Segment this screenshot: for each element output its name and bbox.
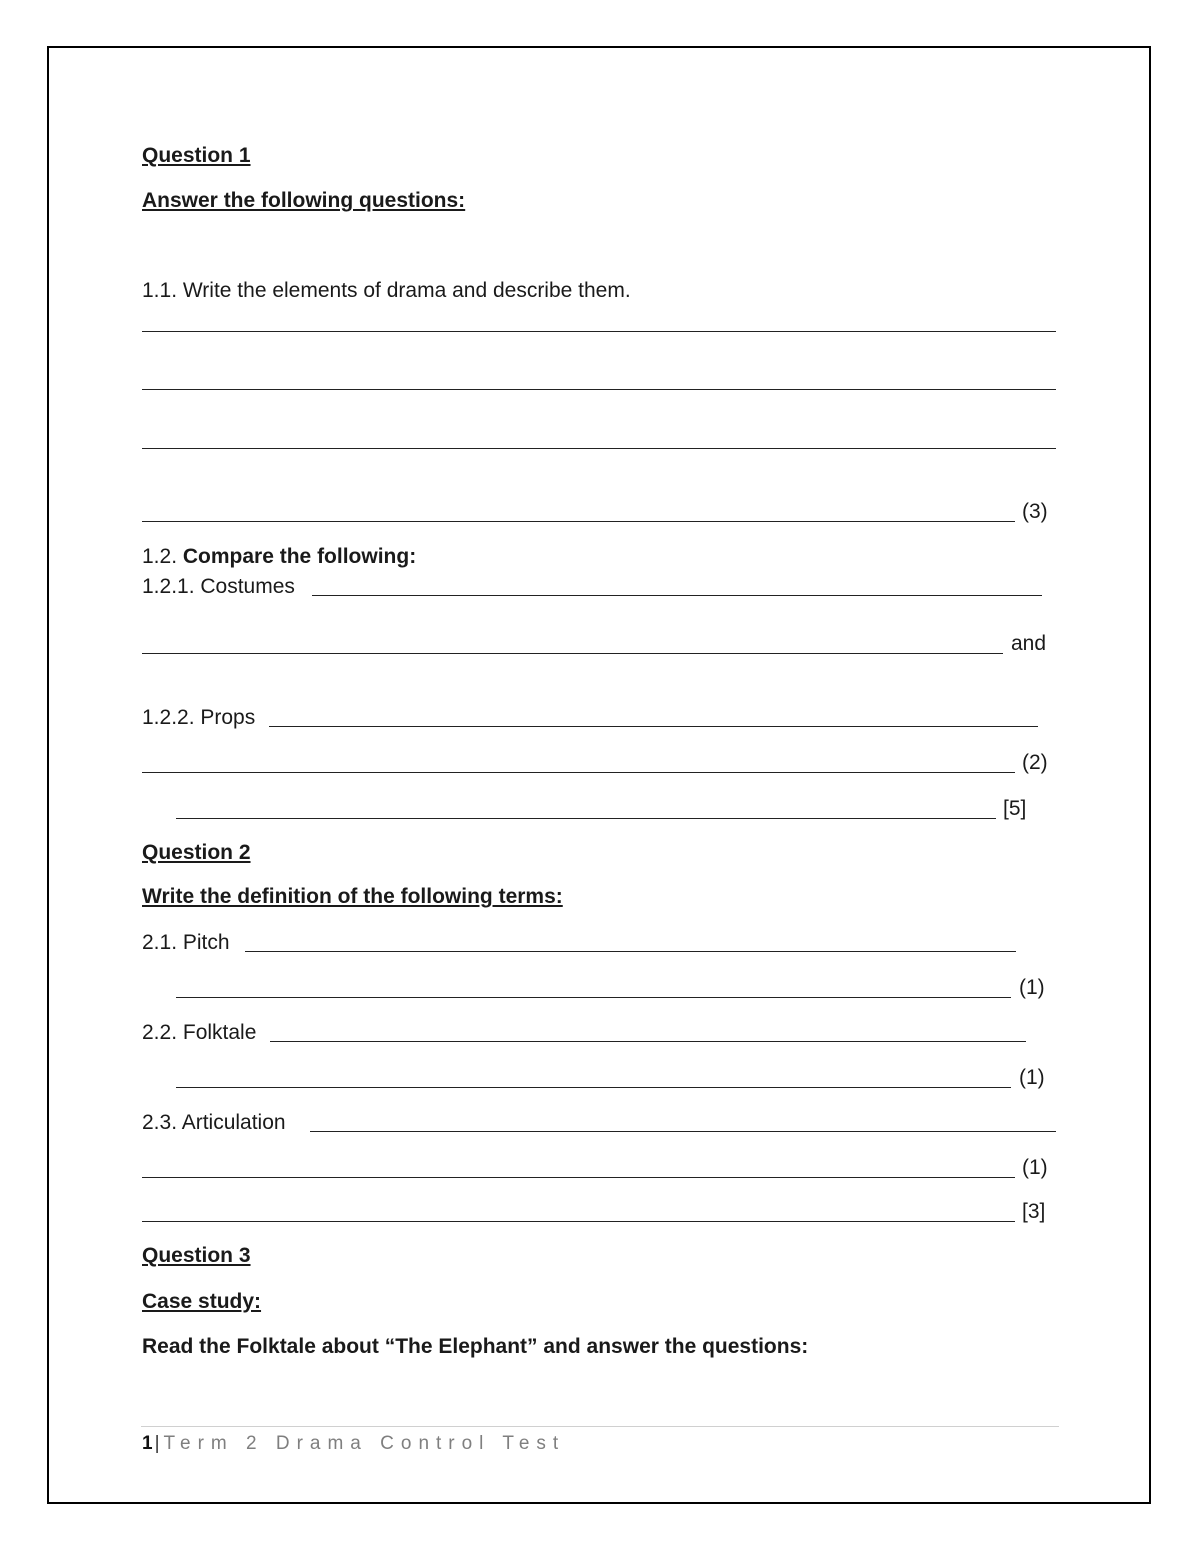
question-1-2-prefix: 1.2. [142,545,183,568]
and-text: and [1011,632,1047,655]
answer-line-2-total[interactable] [142,1221,1015,1222]
question-1-1-text: 1.1. Write the elements of drama and describe them. [142,279,631,302]
answer-line-1-2-total[interactable] [176,818,996,819]
answer-line-2-1-a[interactable] [245,951,1016,952]
question-1-2-marks: (2) [1022,751,1048,774]
question-1-1-marks: (3) [1022,500,1048,523]
question-1-2-1-label: 1.2.1. Costumes [142,575,295,598]
question-2-3-marks: (1) [1022,1156,1048,1179]
page-number: 1 [142,1433,153,1454]
answer-line-1-2-2-a[interactable] [269,726,1038,727]
footer-separator: | [154,1433,160,1454]
question-2-3-label: 2.3. Articulation [142,1111,286,1134]
answer-line-2-3-a[interactable] [310,1131,1056,1132]
question-2-1-label: 2.1. Pitch [142,931,230,954]
footer-rule [141,1426,1059,1427]
answer-line-1-1-d[interactable] [142,521,1015,522]
answer-line-1-1-a[interactable] [142,331,1056,332]
answer-line-2-2-a[interactable] [270,1041,1026,1042]
question-2-2-marks: (1) [1019,1066,1045,1089]
answer-line-1-1-b[interactable] [142,389,1056,390]
question-3-subheading: Case study: [142,1290,262,1313]
question-2-2-label: 2.2. Folktale [142,1021,257,1044]
question-2-total: [3] [1022,1200,1046,1223]
page-border [47,46,1151,1504]
answer-line-1-2-1-a[interactable] [312,595,1042,596]
answer-line-2-3-b[interactable] [142,1177,1015,1178]
answer-line-2-1-b[interactable] [176,997,1011,998]
answer-line-1-2-1-b[interactable] [142,653,1003,654]
question-1-2-line [142,545,416,569]
question-3-instruction: Read the Folktale about “The Elephant” and answer the questions: [142,1335,809,1358]
answer-line-1-2-2-b[interactable] [142,772,1015,773]
question-2-heading: Question 2 [142,841,251,864]
question-2-1-marks: (1) [1019,976,1045,999]
question-1-instruction: Answer the following questions: [142,189,466,212]
question-3-heading: Question 3 [142,1244,251,1267]
question-1-2-2-label: 1.2.2. Props [142,706,256,729]
question-1-heading: Question 1 [142,144,251,167]
footer-title: Term 2 Drama Control Test [163,1433,566,1454]
answer-line-2-2-b[interactable] [176,1087,1011,1088]
answer-line-1-1-c[interactable] [142,448,1056,449]
page-footer [142,1433,565,1455]
question-2-instruction: Write the definition of the following terms: [142,885,563,908]
question-1-2-label: Compare the following: [182,545,417,568]
question-1-total: [5] [1003,797,1027,820]
